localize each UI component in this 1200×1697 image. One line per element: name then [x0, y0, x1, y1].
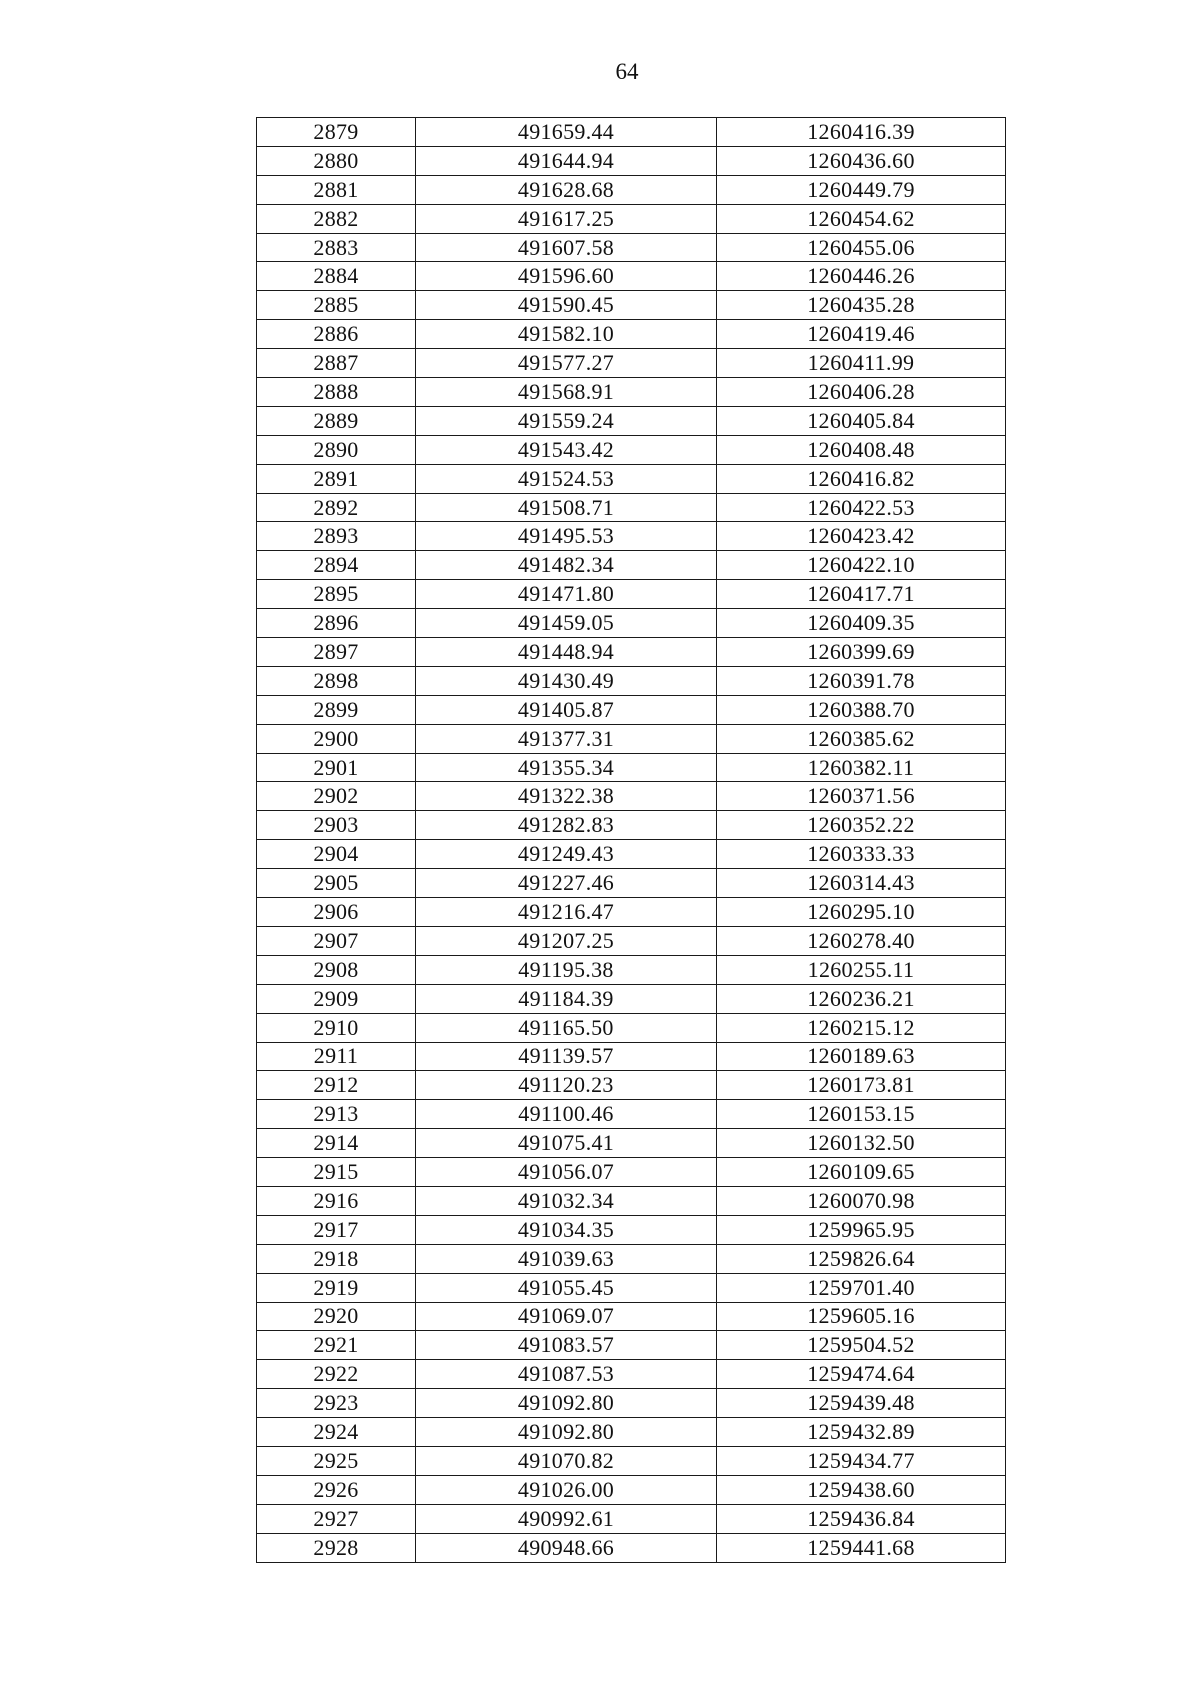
- y-coordinate-cell: 1260382.11: [717, 753, 1006, 782]
- point-number-cell: 2883: [257, 233, 416, 262]
- x-coordinate-cell: 491083.57: [416, 1331, 717, 1360]
- table-row: [257, 1186, 1006, 1215]
- point-number-cell: 2907: [257, 926, 416, 955]
- y-coordinate-cell: 1260371.56: [717, 782, 1006, 811]
- point-number-cell: 2905: [257, 869, 416, 898]
- x-coordinate-cell: 491482.34: [416, 551, 717, 580]
- point-number-cell: 2922: [257, 1360, 416, 1389]
- y-coordinate-cell: 1260435.28: [717, 291, 1006, 320]
- x-coordinate-cell: 491070.82: [416, 1446, 717, 1475]
- point-number-cell: 2904: [257, 840, 416, 869]
- point-number-cell: 2896: [257, 609, 416, 638]
- y-coordinate-cell: 1260436.60: [717, 146, 1006, 175]
- x-coordinate-cell: 491355.34: [416, 753, 717, 782]
- x-coordinate-cell: 491087.53: [416, 1360, 717, 1389]
- table-row: [257, 724, 1006, 753]
- x-coordinate-cell: 491543.42: [416, 435, 717, 464]
- x-coordinate-cell: 491195.38: [416, 955, 717, 984]
- y-coordinate-cell: 1260109.65: [717, 1158, 1006, 1187]
- table-row: [257, 1418, 1006, 1447]
- y-coordinate-cell: 1260189.63: [717, 1042, 1006, 1071]
- point-number-cell: 2890: [257, 435, 416, 464]
- x-coordinate-cell: 491628.68: [416, 175, 717, 204]
- point-number-cell: 2927: [257, 1504, 416, 1533]
- x-coordinate-cell: 491430.49: [416, 666, 717, 695]
- table-row: [257, 580, 1006, 609]
- point-number-cell: 2893: [257, 522, 416, 551]
- table-row: [257, 1475, 1006, 1504]
- table-row: [257, 146, 1006, 175]
- point-number-cell: 2899: [257, 695, 416, 724]
- x-coordinate-cell: 491034.35: [416, 1215, 717, 1244]
- x-coordinate-cell: 491322.38: [416, 782, 717, 811]
- x-coordinate-cell: 491227.46: [416, 869, 717, 898]
- table-row: [257, 1158, 1006, 1187]
- table-row: [257, 1504, 1006, 1533]
- point-number-cell: 2891: [257, 464, 416, 493]
- table-row: [257, 1446, 1006, 1475]
- x-coordinate-cell: 491568.91: [416, 378, 717, 407]
- point-number-cell: 2911: [257, 1042, 416, 1071]
- table-row: [257, 493, 1006, 522]
- table-row: [257, 638, 1006, 667]
- y-coordinate-cell: 1260446.26: [717, 262, 1006, 291]
- point-number-cell: 2915: [257, 1158, 416, 1187]
- table-row: [257, 695, 1006, 724]
- point-number-cell: 2892: [257, 493, 416, 522]
- point-number-cell: 2881: [257, 175, 416, 204]
- coordinates-table-body: [257, 118, 1006, 1563]
- point-number-cell: 2880: [257, 146, 416, 175]
- point-number-cell: 2908: [257, 955, 416, 984]
- table-row: [257, 984, 1006, 1013]
- x-coordinate-cell: 491524.53: [416, 464, 717, 493]
- y-coordinate-cell: 1260215.12: [717, 1013, 1006, 1042]
- point-number-cell: 2923: [257, 1389, 416, 1418]
- table-row: [257, 1331, 1006, 1360]
- point-number-cell: 2925: [257, 1446, 416, 1475]
- y-coordinate-cell: 1260352.22: [717, 811, 1006, 840]
- x-coordinate-cell: 491607.58: [416, 233, 717, 262]
- y-coordinate-cell: 1260255.11: [717, 955, 1006, 984]
- y-coordinate-cell: 1260423.42: [717, 522, 1006, 551]
- point-number-cell: 2926: [257, 1475, 416, 1504]
- x-coordinate-cell: 491590.45: [416, 291, 717, 320]
- point-number-cell: 2902: [257, 782, 416, 811]
- x-coordinate-cell: 491100.46: [416, 1100, 717, 1129]
- y-coordinate-cell: 1259701.40: [717, 1273, 1006, 1302]
- table-row: [257, 1360, 1006, 1389]
- x-coordinate-cell: 491508.71: [416, 493, 717, 522]
- table-row: [257, 435, 1006, 464]
- x-coordinate-cell: 491039.63: [416, 1244, 717, 1273]
- point-number-cell: 2885: [257, 291, 416, 320]
- y-coordinate-cell: 1259432.89: [717, 1418, 1006, 1447]
- table-row: [257, 898, 1006, 927]
- x-coordinate-cell: 491075.41: [416, 1129, 717, 1158]
- table-row: [257, 1129, 1006, 1158]
- table-row: [257, 233, 1006, 262]
- x-coordinate-cell: 491459.05: [416, 609, 717, 638]
- point-number-cell: 2914: [257, 1129, 416, 1158]
- point-number-cell: 2879: [257, 118, 416, 147]
- table-row: [257, 262, 1006, 291]
- point-number-cell: 2903: [257, 811, 416, 840]
- point-number-cell: 2884: [257, 262, 416, 291]
- y-coordinate-cell: 1259434.77: [717, 1446, 1006, 1475]
- x-coordinate-cell: 491405.87: [416, 695, 717, 724]
- y-coordinate-cell: 1260411.99: [717, 349, 1006, 378]
- point-number-cell: 2900: [257, 724, 416, 753]
- table-row: [257, 1244, 1006, 1273]
- x-coordinate-cell: 491596.60: [416, 262, 717, 291]
- table-row: [257, 926, 1006, 955]
- x-coordinate-cell: 491069.07: [416, 1302, 717, 1331]
- x-coordinate-cell: 491582.10: [416, 320, 717, 349]
- table-row: [257, 118, 1006, 147]
- y-coordinate-cell: 1260449.79: [717, 175, 1006, 204]
- table-row: [257, 464, 1006, 493]
- x-coordinate-cell: 491577.27: [416, 349, 717, 378]
- table-row: [257, 551, 1006, 580]
- point-number-cell: 2901: [257, 753, 416, 782]
- table-row: [257, 609, 1006, 638]
- point-number-cell: 2909: [257, 984, 416, 1013]
- x-coordinate-cell: 491495.53: [416, 522, 717, 551]
- y-coordinate-cell: 1260314.43: [717, 869, 1006, 898]
- table-row: [257, 204, 1006, 233]
- x-coordinate-cell: 491165.50: [416, 1013, 717, 1042]
- point-number-cell: 2882: [257, 204, 416, 233]
- table-row: [257, 666, 1006, 695]
- x-coordinate-cell: 491120.23: [416, 1071, 717, 1100]
- y-coordinate-cell: 1259965.95: [717, 1215, 1006, 1244]
- y-coordinate-cell: 1260417.71: [717, 580, 1006, 609]
- x-coordinate-cell: 491139.57: [416, 1042, 717, 1071]
- table-row: [257, 869, 1006, 898]
- table-row: [257, 522, 1006, 551]
- point-number-cell: 2917: [257, 1215, 416, 1244]
- x-coordinate-cell: 491644.94: [416, 146, 717, 175]
- y-coordinate-cell: 1260132.50: [717, 1129, 1006, 1158]
- y-coordinate-cell: 1259439.48: [717, 1389, 1006, 1418]
- point-number-cell: 2894: [257, 551, 416, 580]
- table-row: [257, 1013, 1006, 1042]
- point-number-cell: 2897: [257, 638, 416, 667]
- y-coordinate-cell: 1260422.53: [717, 493, 1006, 522]
- table-row: [257, 840, 1006, 869]
- table-row: [257, 1533, 1006, 1562]
- x-coordinate-cell: 491032.34: [416, 1186, 717, 1215]
- x-coordinate-cell: 491216.47: [416, 898, 717, 927]
- point-number-cell: 2918: [257, 1244, 416, 1273]
- y-coordinate-cell: 1259441.68: [717, 1533, 1006, 1562]
- table-row: [257, 753, 1006, 782]
- y-coordinate-cell: 1260409.35: [717, 609, 1006, 638]
- table-row: [257, 955, 1006, 984]
- y-coordinate-cell: 1260333.33: [717, 840, 1006, 869]
- x-coordinate-cell: 491282.83: [416, 811, 717, 840]
- table-row: [257, 175, 1006, 204]
- y-coordinate-cell: 1260454.62: [717, 204, 1006, 233]
- y-coordinate-cell: 1259436.84: [717, 1504, 1006, 1533]
- table-row: [257, 1100, 1006, 1129]
- x-coordinate-cell: 491377.31: [416, 724, 717, 753]
- x-coordinate-cell: 491249.43: [416, 840, 717, 869]
- table-row: [257, 1273, 1006, 1302]
- y-coordinate-cell: 1259605.16: [717, 1302, 1006, 1331]
- y-coordinate-cell: 1260070.98: [717, 1186, 1006, 1215]
- table-row: [257, 378, 1006, 407]
- point-number-cell: 2898: [257, 666, 416, 695]
- point-number-cell: 2912: [257, 1071, 416, 1100]
- y-coordinate-cell: 1260295.10: [717, 898, 1006, 927]
- x-coordinate-cell: 491092.80: [416, 1418, 717, 1447]
- y-coordinate-cell: 1260405.84: [717, 406, 1006, 435]
- point-number-cell: 2886: [257, 320, 416, 349]
- x-coordinate-cell: 491207.25: [416, 926, 717, 955]
- x-coordinate-cell: 491448.94: [416, 638, 717, 667]
- x-coordinate-cell: 491471.80: [416, 580, 717, 609]
- y-coordinate-cell: 1259438.60: [717, 1475, 1006, 1504]
- x-coordinate-cell: 491617.25: [416, 204, 717, 233]
- y-coordinate-cell: 1260422.10: [717, 551, 1006, 580]
- page-number: 64: [615, 59, 639, 84]
- point-number-cell: 2920: [257, 1302, 416, 1331]
- x-coordinate-cell: 491184.39: [416, 984, 717, 1013]
- point-number-cell: 2887: [257, 349, 416, 378]
- x-coordinate-cell: 491055.45: [416, 1273, 717, 1302]
- coordinates-table: [256, 117, 1006, 1563]
- x-coordinate-cell: 490948.66: [416, 1533, 717, 1562]
- table-row: [257, 406, 1006, 435]
- y-coordinate-cell: 1260419.46: [717, 320, 1006, 349]
- point-number-cell: 2910: [257, 1013, 416, 1042]
- x-coordinate-cell: 491056.07: [416, 1158, 717, 1187]
- y-coordinate-cell: 1259826.64: [717, 1244, 1006, 1273]
- point-number-cell: 2888: [257, 378, 416, 407]
- y-coordinate-cell: 1260399.69: [717, 638, 1006, 667]
- table-row: [257, 1071, 1006, 1100]
- x-coordinate-cell: 491092.80: [416, 1389, 717, 1418]
- point-number-cell: 2924: [257, 1418, 416, 1447]
- y-coordinate-cell: 1260236.21: [717, 984, 1006, 1013]
- table-row: [257, 1389, 1006, 1418]
- y-coordinate-cell: 1260385.62: [717, 724, 1006, 753]
- y-coordinate-cell: 1260173.81: [717, 1071, 1006, 1100]
- y-coordinate-cell: 1260416.82: [717, 464, 1006, 493]
- y-coordinate-cell: 1259504.52: [717, 1331, 1006, 1360]
- table-row: [257, 320, 1006, 349]
- y-coordinate-cell: 1260388.70: [717, 695, 1006, 724]
- table-row: [257, 1215, 1006, 1244]
- y-coordinate-cell: 1260391.78: [717, 666, 1006, 695]
- table-row: [257, 1042, 1006, 1071]
- table-row: [257, 782, 1006, 811]
- y-coordinate-cell: 1260278.40: [717, 926, 1006, 955]
- table-row: [257, 291, 1006, 320]
- table-row: [257, 349, 1006, 378]
- x-coordinate-cell: 491659.44: [416, 118, 717, 147]
- point-number-cell: 2921: [257, 1331, 416, 1360]
- point-number-cell: 2928: [257, 1533, 416, 1562]
- x-coordinate-cell: 491026.00: [416, 1475, 717, 1504]
- point-number-cell: 2889: [257, 406, 416, 435]
- y-coordinate-cell: 1259474.64: [717, 1360, 1006, 1389]
- y-coordinate-cell: 1260408.48: [717, 435, 1006, 464]
- table-row: [257, 811, 1006, 840]
- point-number-cell: 2895: [257, 580, 416, 609]
- point-number-cell: 2906: [257, 898, 416, 927]
- y-coordinate-cell: 1260153.15: [717, 1100, 1006, 1129]
- point-number-cell: 2919: [257, 1273, 416, 1302]
- point-number-cell: 2916: [257, 1186, 416, 1215]
- point-number-cell: 2913: [257, 1100, 416, 1129]
- table-row: [257, 1302, 1006, 1331]
- y-coordinate-cell: 1260455.06: [717, 233, 1006, 262]
- y-coordinate-cell: 1260416.39: [717, 118, 1006, 147]
- y-coordinate-cell: 1260406.28: [717, 378, 1006, 407]
- x-coordinate-cell: 490992.61: [416, 1504, 717, 1533]
- x-coordinate-cell: 491559.24: [416, 406, 717, 435]
